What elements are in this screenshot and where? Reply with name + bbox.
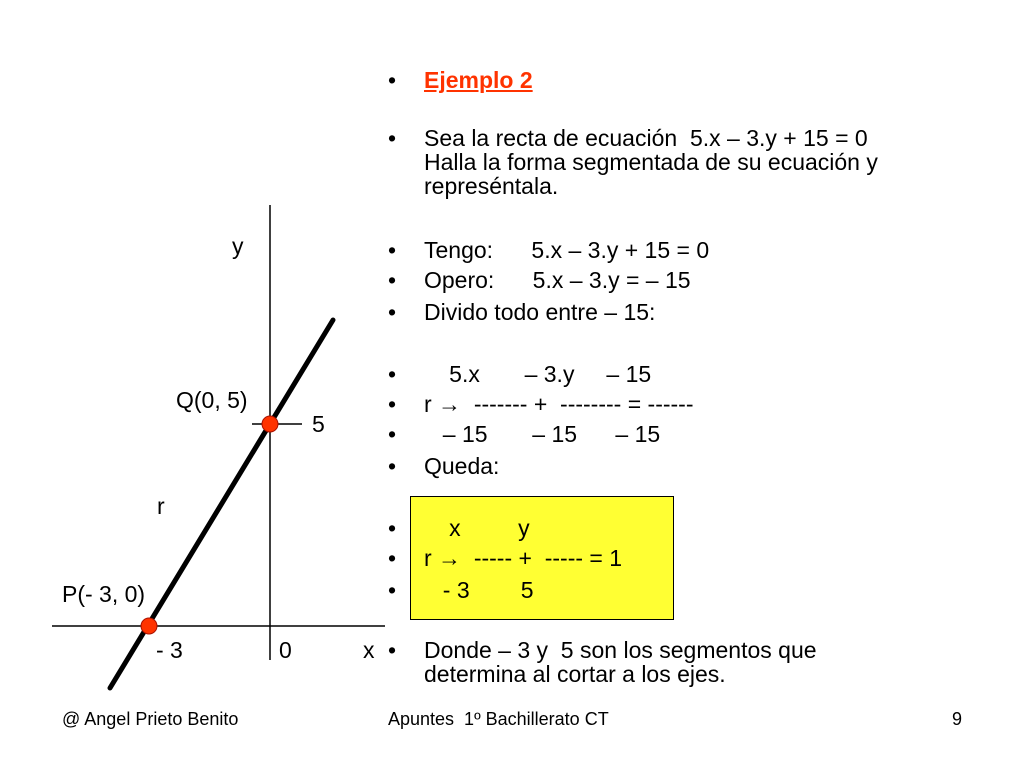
footer-page-number: 9 [952, 709, 963, 729]
example-heading: Ejemplo 2 [424, 67, 533, 93]
line-r [110, 320, 333, 688]
footer-author: @ Angel Prieto Benito [62, 709, 239, 729]
x-axis-label: x [363, 637, 375, 663]
fraction-numerators: 5.x – 3.y – 15 [430, 361, 652, 387]
bullet: • [388, 67, 397, 93]
conclusion-line-2: determina al cortar a los ejes. [424, 661, 726, 687]
queda-label: Queda: [424, 453, 500, 479]
point-q-label: Q(0, 5) [176, 387, 248, 413]
bullet: • [388, 453, 397, 479]
y-axis-label: y [232, 233, 244, 259]
bullet: • [388, 421, 397, 447]
fraction-equation: r → ------- + -------- = ------ [424, 391, 694, 417]
bullet: • [388, 637, 397, 663]
point-p-marker [141, 618, 157, 634]
step-tengo: Tengo: 5.x – 3.y + 15 = 0 [424, 237, 710, 263]
tick-y-label: 5 [312, 411, 325, 437]
line-label: r [157, 493, 165, 519]
bullet: • [388, 515, 397, 541]
bullet: • [388, 361, 397, 387]
conclusion-line-1: Donde – 3 y 5 son los segmentos que [424, 637, 817, 663]
bullet: • [388, 299, 397, 325]
bullet: • [388, 125, 397, 151]
statement-line-1: Sea la recta de ecuación 5.x – 3.y + 15 = 0 [424, 125, 868, 151]
statement-line-2: Halla la forma segmentada de su ecuación y [424, 149, 878, 175]
segment-denominators: - 3 5 [430, 577, 534, 603]
point-q-marker [262, 416, 278, 432]
step-divido: Divido todo entre – 15: [424, 299, 656, 325]
fraction-denominators: – 15 – 15 – 15 [430, 421, 661, 447]
bullet: • [388, 577, 397, 603]
bullet: • [388, 391, 397, 417]
bullet: • [388, 545, 397, 571]
tick-x-neg-label: - 3 [156, 637, 183, 663]
statement-line-3: represéntala. [424, 173, 559, 199]
bullet: • [388, 267, 397, 293]
segment-numerators: x y [430, 515, 530, 541]
origin-label: 0 [279, 637, 292, 663]
bullet: • [388, 237, 397, 263]
point-p-label: P(- 3, 0) [62, 581, 146, 607]
segment-equation: r → ----- + ----- = 1 [424, 545, 623, 571]
step-opero: Opero: 5.x – 3.y = – 15 [424, 267, 691, 293]
footer-course: Apuntes 1º Bachillerato CT [388, 709, 609, 729]
